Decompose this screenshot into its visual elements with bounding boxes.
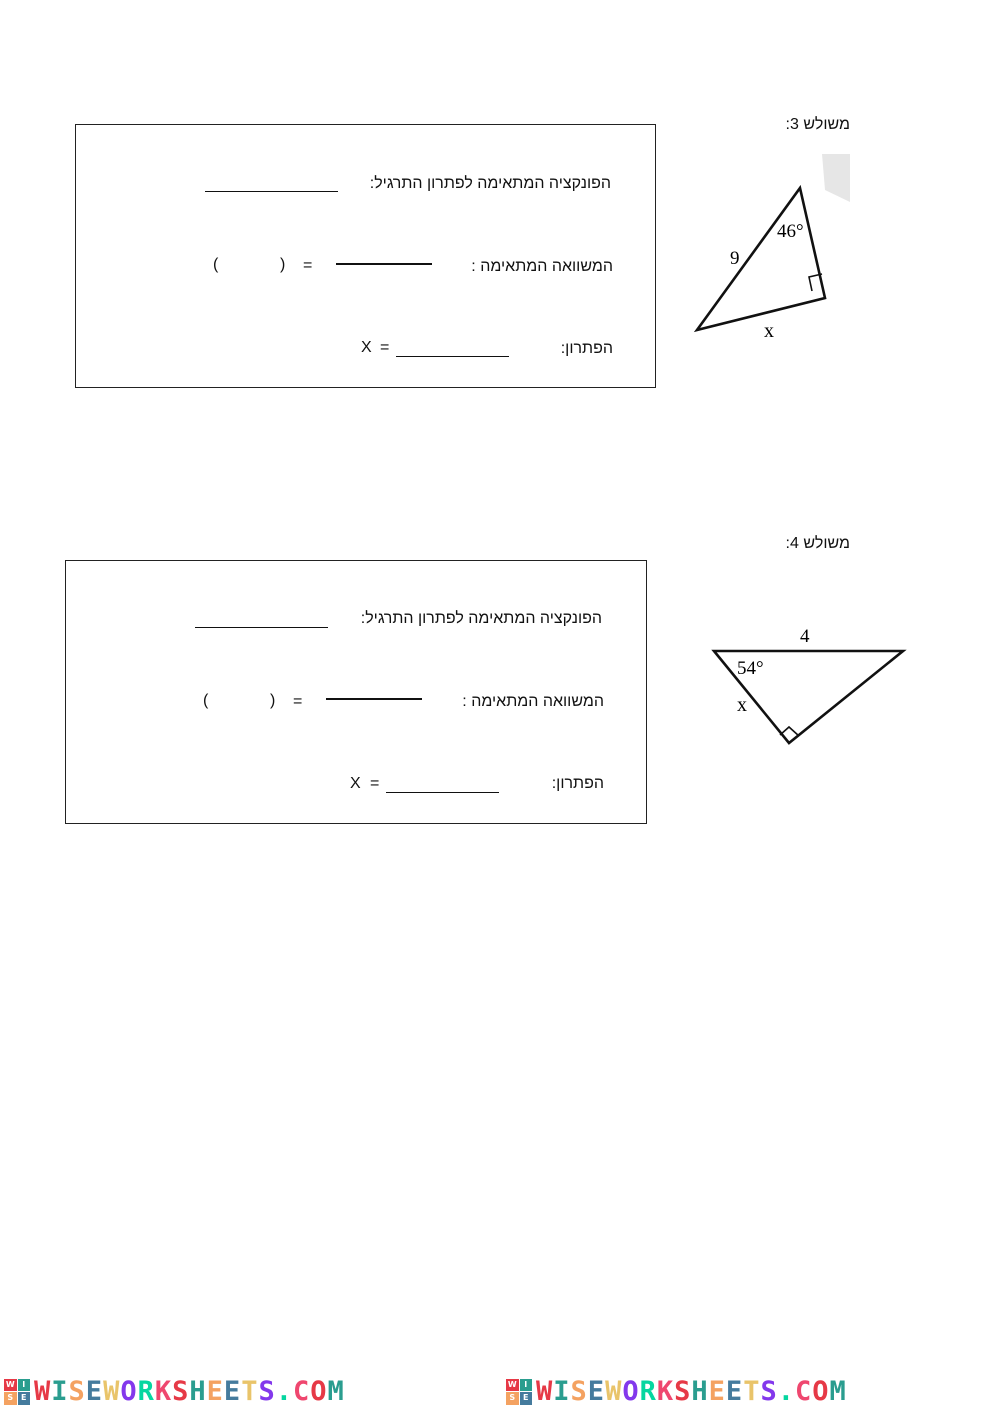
logo-grid-icon: W I S E xyxy=(4,1379,30,1405)
equation-label: המשוואה המתאימה : xyxy=(471,258,613,275)
angle-label: 46° xyxy=(777,221,804,242)
function-label: הפונקציה המתאימה לפתרון התרגיל: xyxy=(369,175,611,192)
function-blank[interactable] xyxy=(205,191,338,192)
brand-logo-2[interactable] xyxy=(506,1376,847,1407)
solution-blank[interactable] xyxy=(386,792,499,793)
answer-box xyxy=(65,560,647,824)
unknown-label: x xyxy=(737,694,747,716)
function-label: הפונקציה המתאימה לפתרון התרגיל: xyxy=(360,610,602,627)
equals-sign: = xyxy=(380,339,390,356)
unknown-label: x xyxy=(764,320,774,342)
fraction-line[interactable] xyxy=(326,698,422,700)
scan-artifact xyxy=(822,154,850,202)
brand-logo-1[interactable] xyxy=(4,1376,345,1407)
brand-text: WISEWORKSHEETS.COM xyxy=(34,1376,345,1407)
equals-sign: = xyxy=(370,775,380,792)
x-variable: X xyxy=(361,339,372,356)
equation-label: המשוואה המתאימה : xyxy=(462,693,604,710)
fraction-line[interactable] xyxy=(336,263,432,265)
solution-label: הפתרון: xyxy=(551,775,604,792)
solution-label: הפתרון: xyxy=(560,340,613,357)
triangle-4-figure xyxy=(700,620,915,750)
solution-blank[interactable] xyxy=(396,356,509,357)
equals-sign: = xyxy=(303,257,313,274)
side-label: 9 xyxy=(730,248,740,269)
triangle-outline xyxy=(697,188,825,330)
side-label: 4 xyxy=(800,626,810,647)
paren-open: ( xyxy=(213,256,219,273)
paren-close: ) xyxy=(270,692,276,709)
x-variable: X xyxy=(350,775,361,792)
paren-open: ( xyxy=(203,692,209,709)
footer-watermark xyxy=(0,1370,1000,1410)
function-blank[interactable] xyxy=(195,627,328,628)
exercise-heading: משולש 4: xyxy=(785,535,850,552)
equals-sign: = xyxy=(293,693,303,710)
triangle-3-figure xyxy=(690,150,855,345)
logo-grid-icon: W I S E xyxy=(506,1379,532,1405)
exercise-heading: משולש 3: xyxy=(785,116,850,133)
paren-close: ) xyxy=(280,256,286,273)
answer-box xyxy=(75,124,656,388)
angle-label: 54° xyxy=(737,658,764,679)
brand-text: WISEWORKSHEETS.COM xyxy=(536,1376,847,1407)
